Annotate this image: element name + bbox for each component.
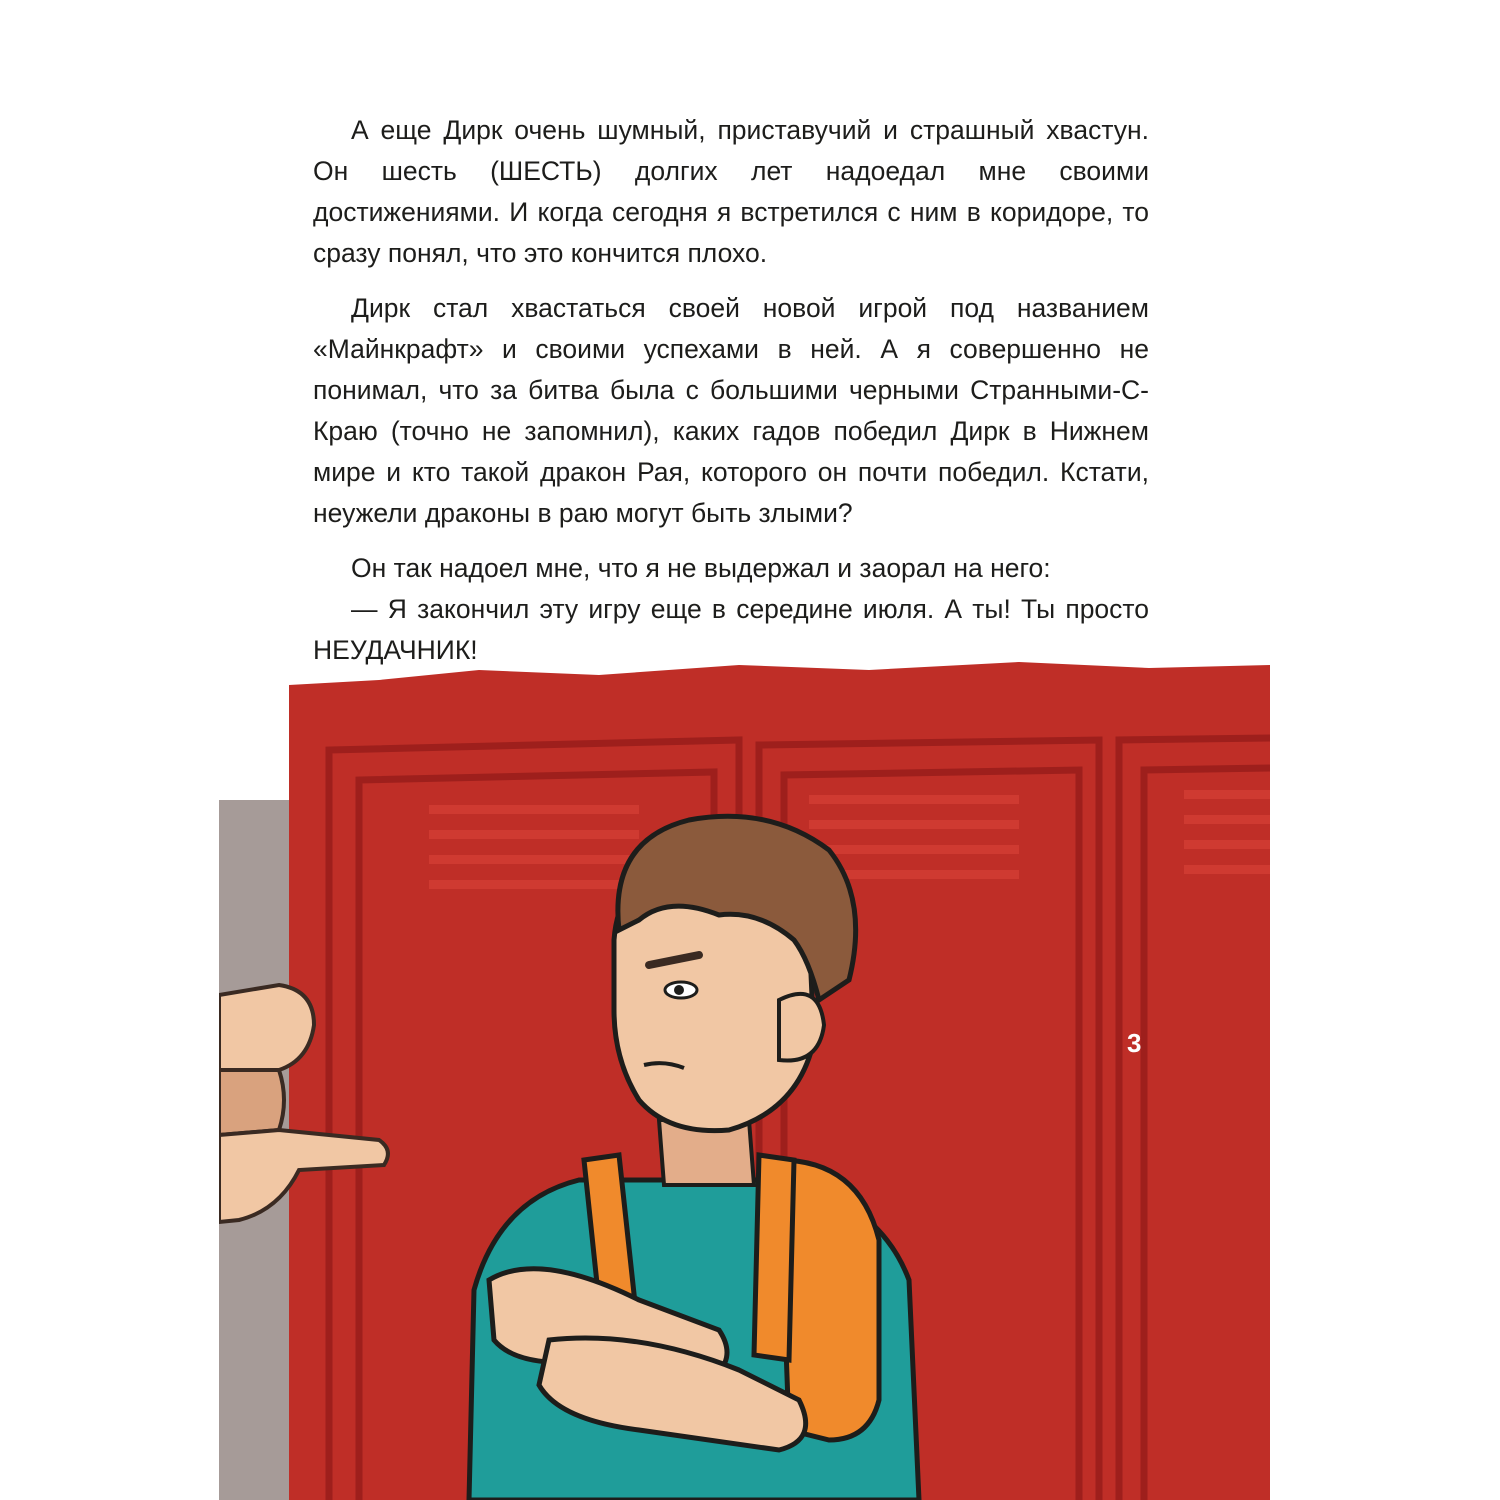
- illustration-svg: [219, 640, 1270, 1500]
- paragraph-4: — Я закончил эту игру еще в середине июля. А ты! Ты просто НЕУДАЧНИК!: [313, 594, 1149, 665]
- paragraph-1: А еще Дирк очень шумный, приставучий и страшный хвастун. Он шесть (ШЕСТЬ) долгих лет надоедал мне своими достижениями. И когда сегодня я встретился с ним в коридоре, то сразу понял, что это кончится плохо.: [313, 115, 1149, 268]
- hallway-illustration: [219, 640, 1270, 1500]
- paragraph-2: Дирк стал хвастаться своей новой игрой под названием «Майнкрафт» и своими успехами в ней. А я совершенно не понимал, что за битва была с большими черными Странными-С-Краю (точно не запомнил), каких гадов победил Дирк в Нижнем мире и кто такой дракон Рая, которого он почти победил. Кстати, неужели драконы в раю могут быть злыми?: [313, 293, 1149, 528]
- story-text: [313, 110, 1149, 671]
- paragraph-3: Он так надоел мне, что я не выдержал и заорал на него:: [351, 553, 1051, 583]
- page-number: 3: [1127, 1028, 1142, 1058]
